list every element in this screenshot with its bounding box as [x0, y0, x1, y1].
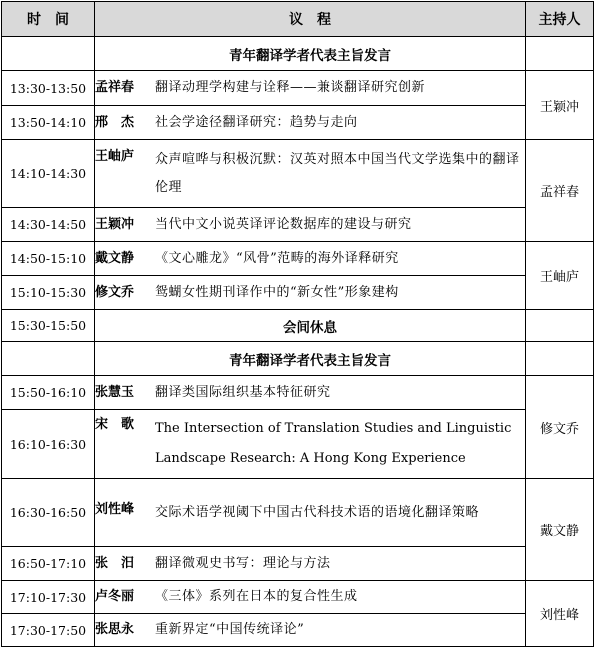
- header-time: 时 间: [2, 2, 95, 37]
- talk-title: 重新界定“中国传统译论”: [155, 622, 305, 637]
- table-row: [2, 71, 594, 106]
- table-row: [2, 376, 594, 410]
- speaker: 孟祥春: [95, 80, 135, 95]
- break-row: [2, 310, 594, 342]
- talk-title: 《文心雕龙》“风骨”范畴的海外译释研究: [155, 250, 399, 266]
- talk-title: 鸳蝴女性期刊译作中的“新女性”形象建构: [155, 284, 399, 300]
- table-row: [2, 208, 594, 242]
- session-row: [2, 342, 594, 376]
- speaker: 刘性峰: [95, 501, 135, 517]
- host-cell: 王颖冲: [526, 71, 594, 140]
- time-cell: 17:10-17:30: [2, 581, 95, 614]
- speaker: 张慧玉: [95, 384, 135, 400]
- break-label: 会间休息: [95, 310, 526, 342]
- talk-title: 翻译类国际组织基本特征研究: [155, 384, 331, 400]
- time-cell: 14:30-14:50: [2, 208, 95, 242]
- table-row: [2, 106, 594, 140]
- table-row: [2, 581, 594, 614]
- host-cell: 王岫庐: [526, 242, 594, 310]
- table-row: [2, 479, 594, 547]
- table-row: [2, 547, 594, 581]
- speaker: 宋 歌: [95, 417, 135, 432]
- table-row: [2, 614, 594, 647]
- host-cell: 修文乔: [526, 376, 594, 479]
- time-cell: 16:10-16:30: [2, 410, 95, 479]
- table-row: [2, 276, 594, 310]
- time-cell: 13:30-13:50: [2, 71, 95, 106]
- speaker: 戴文静: [95, 250, 135, 266]
- speaker: 王颖冲: [95, 216, 135, 232]
- talk-title: 翻译动理学构建与诠释——兼谈翻译研究创新: [155, 80, 426, 95]
- host-cell: 刘性峰: [526, 581, 594, 647]
- time-cell: 15:30-15:50: [2, 310, 95, 342]
- talk-title: 当代中文小说英译评论数据库的建设与研究: [155, 216, 412, 232]
- speaker: 张思永: [95, 622, 135, 637]
- header-host: 主持人: [526, 2, 594, 37]
- host-cell: 孟祥春: [526, 140, 594, 242]
- talk-title: 社会学途径翻译研究：趋势与走向: [155, 114, 358, 130]
- time-cell: 13:50-14:10: [2, 106, 95, 140]
- talk-title: 翻译微观史书写：理论与方法: [155, 555, 331, 571]
- speaker: 王岫庐: [95, 148, 135, 164]
- time-cell: 14:10-14:30: [2, 140, 95, 208]
- time-cell: 17:30-17:50: [2, 614, 95, 647]
- schedule-table: [1, 1, 594, 647]
- header-agenda: 议 程: [95, 2, 526, 37]
- table-row: [2, 242, 594, 276]
- table-row: [2, 140, 594, 208]
- table-row: [2, 410, 594, 479]
- time-cell: 15:50-16:10: [2, 376, 95, 410]
- talk-title: 《三体》系列在日本的复合性生成: [155, 589, 358, 604]
- time-cell: 14:50-15:10: [2, 242, 95, 276]
- time-cell: 16:30-16:50: [2, 479, 95, 547]
- speaker: 张 汨: [95, 555, 135, 571]
- host-cell: 戴文静: [526, 479, 594, 581]
- session-title: 青年翻译学者代表主旨发言: [95, 37, 526, 71]
- time-cell: 15:10-15:30: [2, 276, 95, 310]
- header-row: [2, 2, 594, 37]
- speaker: 卢冬丽: [95, 589, 135, 604]
- time-cell: 16:50-17:10: [2, 547, 95, 581]
- talk-title: The Intersection of Translation Studies and Linguistic Landscape Research: A Hong Kong Experience: [155, 421, 512, 466]
- session-row: [2, 37, 594, 71]
- session-title: 青年翻译学者代表主旨发言: [95, 342, 526, 376]
- talk-title: 众声喧哗与积极沉默：汉英对照本中国当代文学选集中的翻译伦理: [155, 151, 520, 195]
- speaker: 邢 杰: [95, 114, 135, 130]
- talk-title: 交际术语学视阈下中国古代科技术语的语境化翻译策略: [155, 504, 480, 520]
- speaker: 修文乔: [95, 284, 135, 300]
